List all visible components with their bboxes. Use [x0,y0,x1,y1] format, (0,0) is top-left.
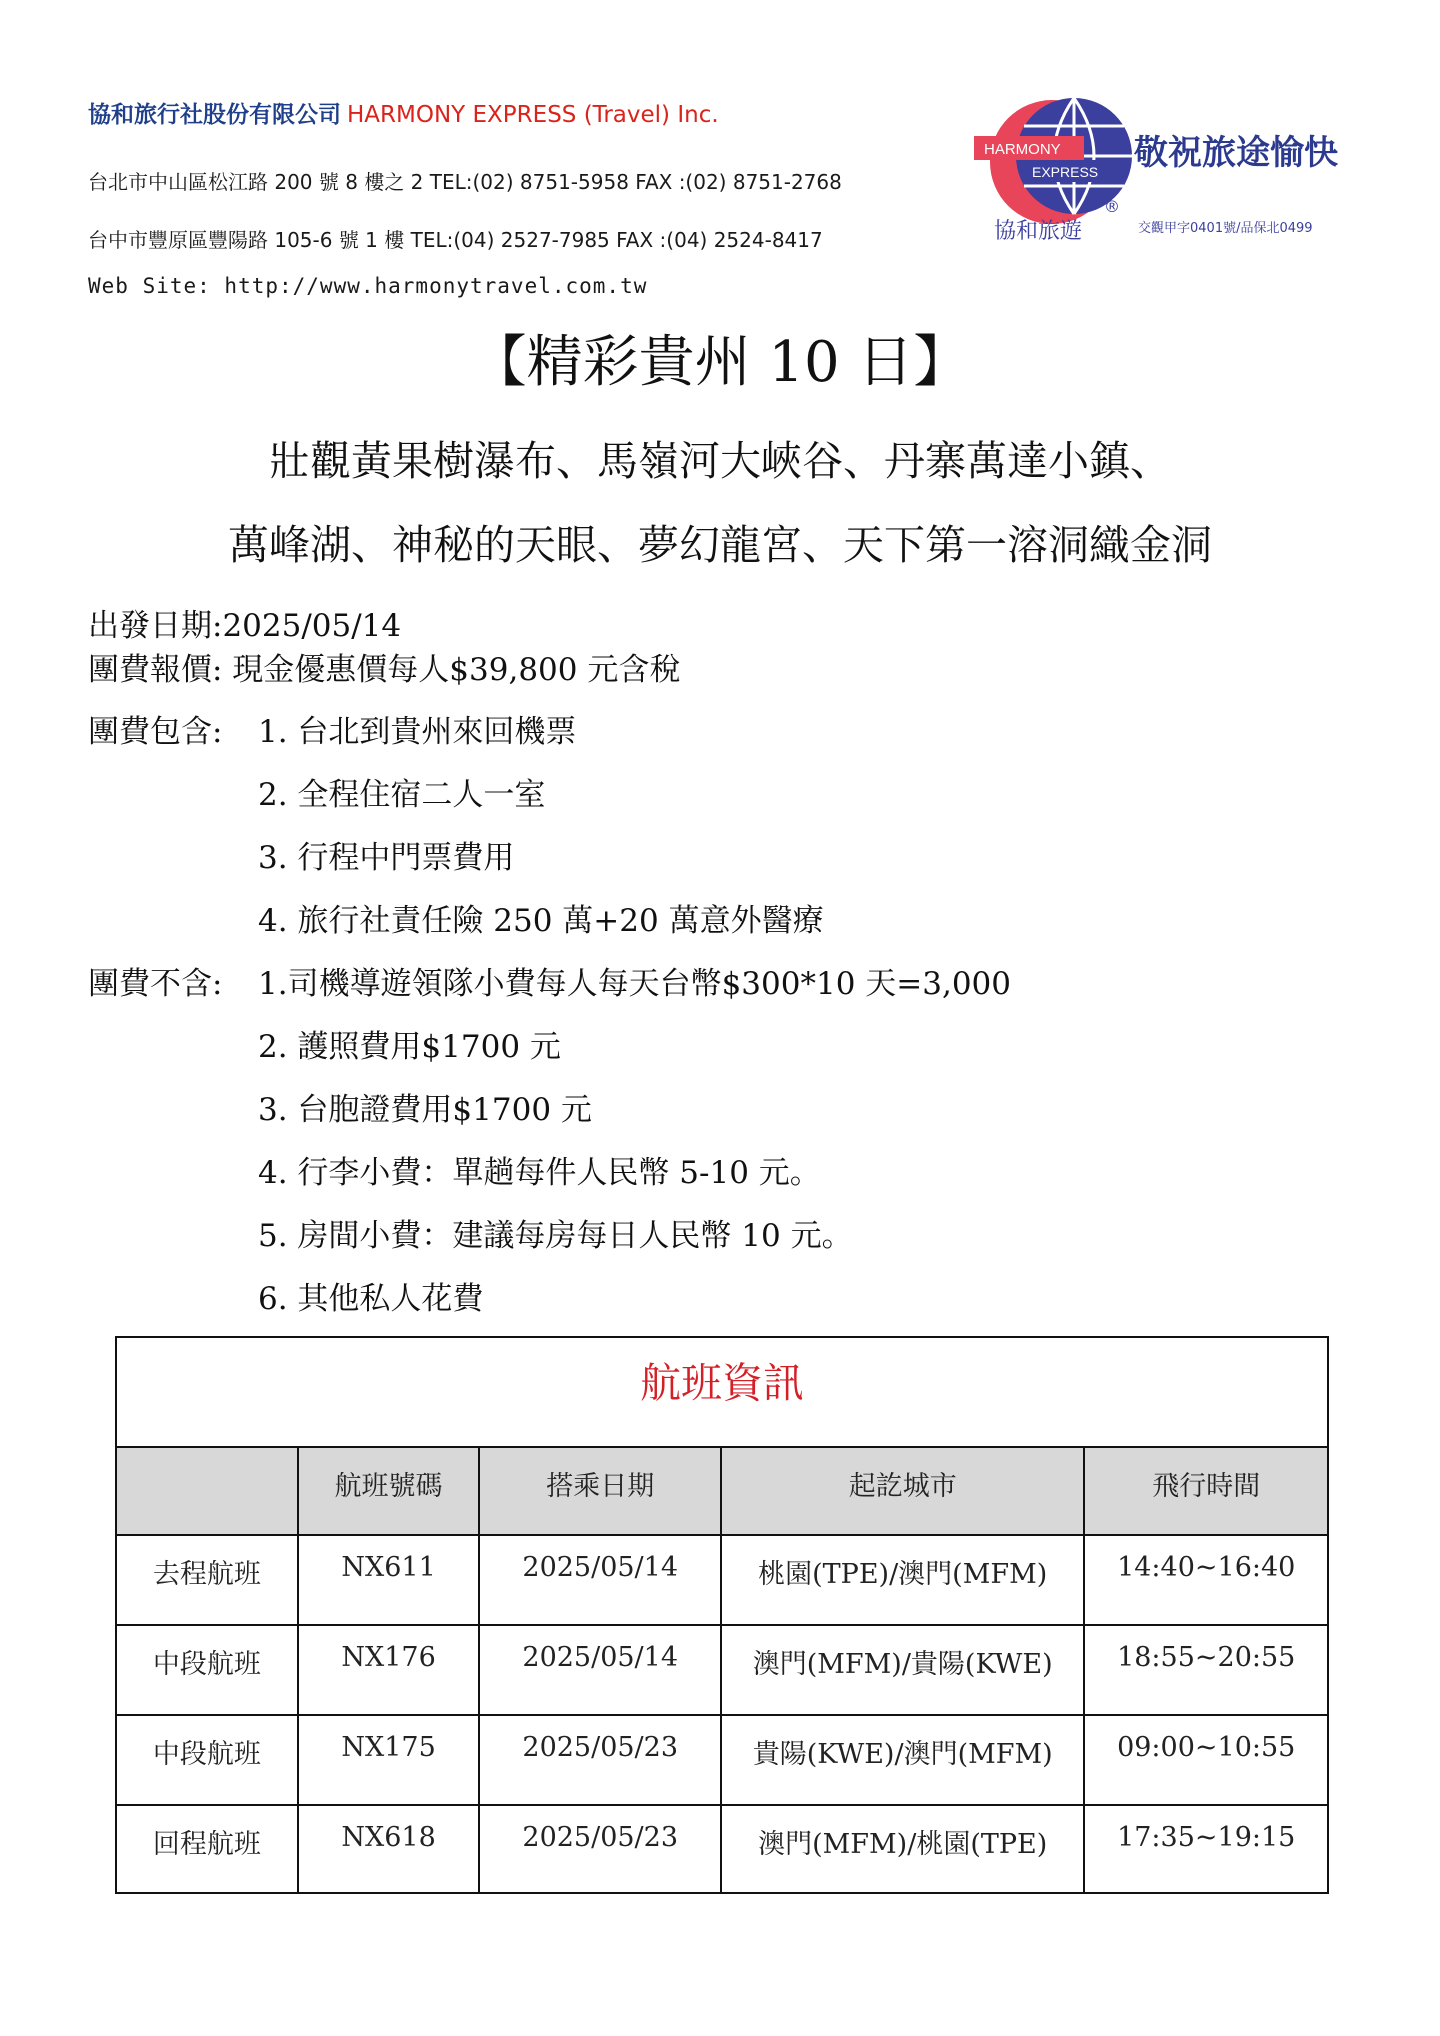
logo-text-express: EXPRESS [1032,164,1099,180]
includes-item: 2. 全程住宿二人一室 [258,777,546,813]
tour-price: 團費報價: 現金優惠價每人$39,800 元含稅 [88,652,681,688]
includes-label: 團費包含: [88,714,223,750]
header-cell: 搭乘日期 [480,1448,722,1534]
tour-title: 【精彩貴州 10 日】 [470,330,970,395]
flight-leg: 中段航班 [117,1716,299,1804]
flight-time: 17:35~19:15 [1117,1822,1296,1853]
table-row [117,1716,1327,1806]
flight-table-caption: 航班資訊 [117,1338,1327,1448]
flight-route: 澳門(MFM)/桃園(TPE) [722,1806,1085,1894]
logo-text-zh: 協和旅遊 [994,219,1083,244]
header-cell [117,1448,299,1534]
excludes-item: 3. 台胞證費用$1700 元 [258,1092,592,1128]
flight-route: 澳門(MFM)/貴陽(KWE) [722,1626,1085,1714]
table-row [117,1536,1327,1626]
excludes-item: 1.司機導遊領隊小費每人每天台幣$300*10 天=3,000 [258,966,1011,1002]
header-cell: 航班號碼 [299,1448,481,1534]
flight-date: 2025/05/23 [480,1806,722,1894]
flight-route: 貴陽(KWE)/澳門(MFM) [722,1716,1085,1804]
header-cell: 起訖城市 [722,1448,1085,1534]
logo-text-harmony: HARMONY [984,141,1061,158]
flight-number: NX175 [299,1716,481,1804]
flight-time: 14:40~16:40 [1117,1552,1296,1583]
excludes-item: 4. 行李小費：單趟每件人民幣 5-10 元。 [258,1155,821,1191]
includes-item: 3. 行程中門票費用 [258,840,515,876]
logo-slogan: 敬祝旅途愉快 [1134,133,1338,173]
tour-subtitle-line1: 壯觀黃果樹瀑布、馬嶺河大峽谷、丹寨萬達小鎮、 [269,437,1171,485]
table-row [117,1806,1327,1894]
address-taipei: 台北市中山區松江路 200 號 8 樓之 2 TEL:(02) 8751-5958 FAX :(02) 8751-2768 [88,170,842,194]
flight-table [115,1336,1329,1894]
flight-leg: 去程航班 [117,1536,299,1624]
company-name-en: HARMONY EXPRESS (Travel) Inc. [347,102,719,128]
flight-table-header [117,1448,1327,1536]
flight-time: 18:55~20:55 [1117,1642,1296,1673]
flight-number: NX618 [299,1806,481,1894]
departure-date: 出發日期:2025/05/14 [88,608,402,644]
company-name [88,96,719,129]
flight-leg: 中段航班 [117,1626,299,1714]
flight-date: 2025/05/23 [480,1716,722,1804]
logo-license: 交觀甲字0401號/品保北0499 [1138,221,1313,236]
company-name-zh: 協和旅行社股份有限公司 [88,102,341,128]
flight-route: 桃園(TPE)/澳門(MFM) [722,1536,1085,1624]
excludes-item: 5. 房間小費：建議每房每日人民幣 10 元。 [258,1218,853,1254]
flight-date: 2025/05/14 [480,1536,722,1624]
tour-subtitle-line2: 萬峰湖、神秘的天眼、夢幻龍宮、天下第一溶洞織金洞 [228,521,1212,569]
flight-date: 2025/05/14 [480,1626,722,1714]
excludes-item: 2. 護照費用$1700 元 [258,1029,561,1065]
registered-mark: ® [1104,197,1120,216]
flight-leg: 回程航班 [117,1806,299,1894]
website-link[interactable]: Web Site: http://www.harmonytravel.com.tw [88,274,648,298]
excludes-item: 6. 其他私人花費 [258,1281,484,1317]
excludes-label: 團費不含: [88,966,223,1002]
header-cell: 飛行時間 [1152,1471,1261,1502]
flight-time: 09:00~10:55 [1117,1732,1296,1763]
includes-item: 4. 旅行社責任險 250 萬+20 萬意外醫療 [258,903,824,939]
flight-number: NX611 [299,1536,481,1624]
company-logo [954,94,1344,254]
flight-number: NX176 [299,1626,481,1714]
table-row [117,1626,1327,1716]
address-taichung: 台中市豐原區豐陽路 105-6 號 1 樓 TEL:(04) 2527-7985 FAX :(04) 2524-8417 [88,228,823,252]
includes-item: 1. 台北到貴州來回機票 [258,714,577,750]
